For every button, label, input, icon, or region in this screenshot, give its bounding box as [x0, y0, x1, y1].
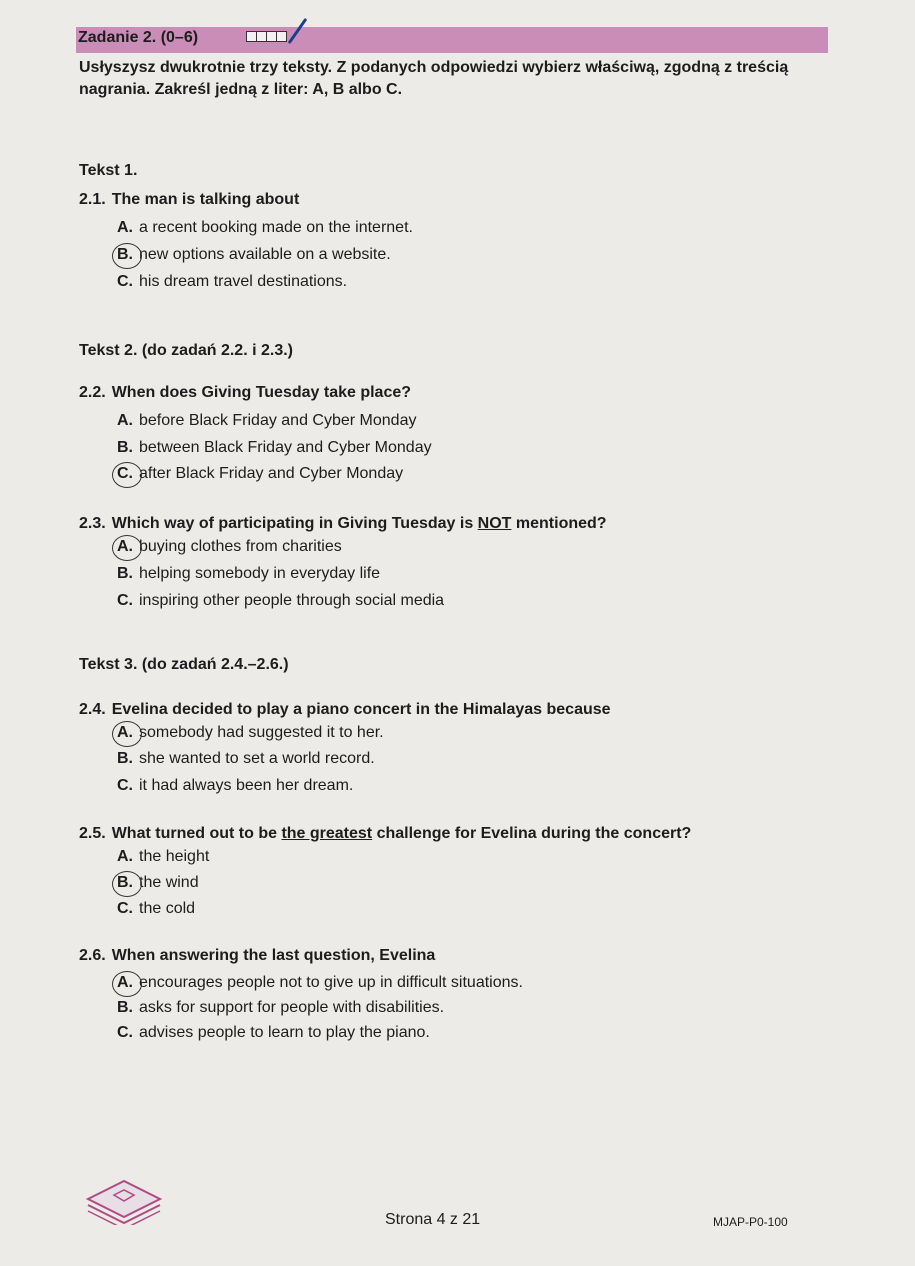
option-2-2-c[interactable]: C. after Black Friday and Cyber Monday: [117, 465, 404, 482]
cke-logo-icon: [84, 1173, 164, 1225]
task-title: Zadanie 2. (0–6): [78, 29, 199, 46]
option-2-2-a[interactable]: A. before Black Friday and Cyber Monday: [117, 412, 417, 429]
question-2-4: 2.4. Evelina decided to play a piano concert in the Himalayas because: [79, 701, 611, 718]
option-2-3-a[interactable]: A. buying clothes from charities: [117, 538, 342, 555]
option-2-1-b[interactable]: B. new options available on a website.: [117, 246, 391, 263]
option-2-2-b[interactable]: B. between Black Friday and Cyber Monday: [117, 439, 432, 456]
option-2-3-b[interactable]: B. helping somebody in everyday life: [117, 565, 381, 582]
option-2-1-c[interactable]: C. his dream travel destinations.: [117, 273, 348, 290]
section-title: Tekst 1.: [79, 162, 138, 179]
question-2-1: 2.1. The man is talking about: [79, 191, 300, 208]
option-2-3-c[interactable]: C. inspiring other people through social media: [117, 592, 445, 609]
option-2-6-c[interactable]: C. advises people to learn to play the piano.: [117, 1024, 430, 1041]
section-title: Tekst 3. (do zadań 2.4.–2.6.): [79, 656, 289, 673]
option-2-6-b[interactable]: B. asks for support for people with disabilities.: [117, 999, 445, 1016]
option-2-5-a[interactable]: A. the height: [117, 848, 210, 865]
question-2-3: 2.3. Which way of participating in Giving Tuesday is NOT mentioned?: [79, 515, 607, 532]
option-2-5-b[interactable]: B. the wind: [117, 874, 199, 891]
page-number: Strona 4 z 21: [385, 1211, 481, 1228]
question-2-6: 2.6. When answering the last question, Evelina: [79, 947, 436, 964]
task-instruction: Usłyszysz dwukrotnie trzy teksty. Z podanych odpowiedzi wybierz właściwą, zgodną z treścią nagrania. Zakreśl jedną z liter: A, B albo C.: [79, 59, 789, 98]
exam-code: MJAP-P0-100: [713, 1215, 788, 1229]
question-2-5: 2.5. What turned out to be the greatest challenge for Evelina during the concert?: [79, 825, 692, 842]
section-title: Tekst 2. (do zadań 2.2. i 2.3.): [79, 342, 293, 359]
option-2-6-a[interactable]: A. encourages people not to give up in difficult situations.: [117, 974, 523, 991]
option-2-4-b[interactable]: B. she wanted to set a world record.: [117, 750, 375, 767]
option-2-4-c[interactable]: C. it had always been her dream.: [117, 777, 354, 794]
option-2-1-a[interactable]: A. a recent booking made on the internet.: [117, 219, 413, 236]
score-boxes: [246, 31, 287, 42]
option-2-5-c[interactable]: C. the cold: [117, 900, 196, 917]
question-2-2: 2.2. When does Giving Tuesday take place?: [79, 384, 412, 401]
option-2-4-a[interactable]: A. somebody had suggested it to her.: [117, 724, 384, 741]
